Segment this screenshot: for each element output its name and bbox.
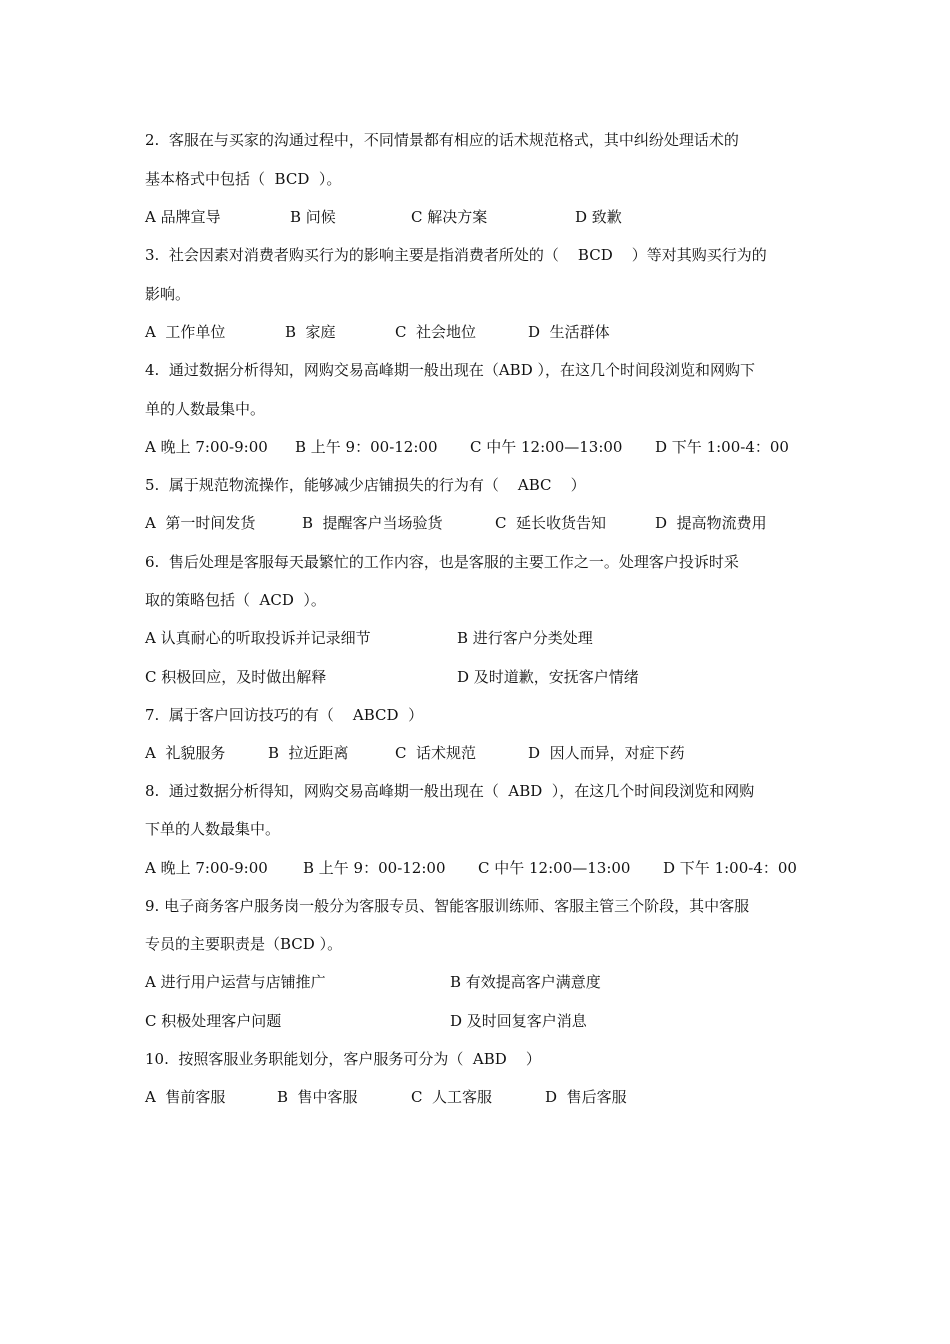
question-5-option-c: C 延长收货告知 (495, 514, 607, 532)
question-9-option-b: B 有效提高客户满意度 (450, 973, 601, 991)
question-6-line-2: 取的策略包括（ ACD ）。 (145, 591, 326, 609)
question-6-option-a: A 认真耐心的听取投诉并记录细节 (145, 629, 371, 647)
question-5-options (145, 510, 825, 536)
question-9-option-d: D 及时回复客户消息 (450, 1012, 587, 1030)
question-2-option-d: D 致歉 (575, 208, 622, 226)
question-9-options-row-1 (145, 969, 825, 995)
question-9-line-2: 专员的主要职责是（BCD ）。 (145, 935, 343, 953)
question-10-options (145, 1084, 825, 1110)
question-3-option-d: D 生活群体 (528, 323, 610, 341)
question-4-option-d: D 下午 1:00-4：00 (655, 438, 789, 456)
question-6-options-row-1 (145, 625, 825, 651)
question-3-option-c: C 社会地位 (395, 323, 477, 341)
question-7-option-d: D 因人而异，对症下药 (528, 744, 685, 762)
question-6-options-row-2 (145, 664, 825, 690)
question-2-option-c: C 解决方案 (411, 208, 488, 226)
question-9-option-c: C 积极处理客户问题 (145, 1012, 282, 1030)
question-9-option-a: A 进行用户运营与店铺推广 (145, 973, 326, 991)
question-10-option-d: D 售后客服 (545, 1088, 627, 1106)
question-10-option-c: C 人工客服 (411, 1088, 493, 1106)
question-8-option-a: A 晚上 7:00-9:00 (145, 859, 268, 877)
question-3-line-1: 3. 社会因素对消费者购买行为的影响主要是指消费者所处的（ BCD ）等对其购买行为的 (145, 246, 767, 264)
question-7-option-c: C 话术规范 (395, 744, 477, 762)
question-7-line-1: 7. 属于客户回访技巧的有（ ABCD ） (145, 706, 424, 724)
question-7-option-b: B 拉近距离 (268, 744, 349, 762)
question-2-line-1: 2. 客服在与买家的沟通过程中，不同情景都有相应的话术规范格式，其中纠纷处理话术的 (145, 131, 739, 149)
question-6-option-d: D 及时道歉，安抚客户情绪 (457, 668, 639, 686)
question-8-option-b: B 上午 9：00-12:00 (303, 859, 446, 877)
question-10-option-a: A 售前客服 (145, 1088, 226, 1106)
question-2-options (145, 204, 825, 230)
question-10-option-b: B 售中客服 (277, 1088, 358, 1106)
question-8-option-c: C 中午 12:00—13:00 (478, 859, 631, 877)
question-4-options (145, 434, 825, 460)
question-4-line-1: 4. 通过数据分析得知，网购交易高峰期一般出现在（ABD ），在这几个时间段浏览和网购下 (145, 361, 756, 379)
question-2-option-a: A 品牌宣导 (145, 208, 221, 226)
question-4-line-2: 单的人数最集中。 (145, 400, 266, 418)
question-8-line-1: 8. 通过数据分析得知，网购交易高峰期一般出现在（ ABD ），在这几个时间段浏览和网购 (145, 782, 755, 800)
question-3-options (145, 319, 825, 345)
question-4-option-a: A 晚上 7:00-9:00 (145, 438, 268, 456)
question-5-line-1: 5. 属于规范物流操作，能够减少店铺损失的行为有（ ABC ） (145, 476, 586, 494)
question-7-option-a: A 礼貌服务 (145, 744, 226, 762)
question-6-option-b: B 进行客户分类处理 (457, 629, 593, 647)
question-3-option-a: A 工作单位 (145, 323, 226, 341)
question-9-line-1: 9. 电子商务客户服务岗一般分为客服专员、智能客服训练师、客服主管三个阶段，其中客服 (145, 897, 750, 915)
question-5-option-a: A 第一时间发货 (145, 514, 256, 532)
question-8-option-d: D 下午 1:00-4：00 (663, 859, 797, 877)
question-9-options-row-2 (145, 1008, 825, 1034)
question-6-option-c: C 积极回应，及时做出解释 (145, 668, 327, 686)
question-2-line-2: 基本格式中包括（ BCD ）。 (145, 170, 342, 188)
question-8-line-2: 下单的人数最集中。 (145, 820, 281, 838)
question-5-option-b: B 提醒客户当场验货 (302, 514, 443, 532)
question-2-option-b: B 问候 (290, 208, 336, 226)
question-4-option-b: B 上午 9：00-12:00 (295, 438, 438, 456)
question-7-options (145, 740, 825, 766)
question-5-option-d: D 提高物流费用 (655, 514, 767, 532)
question-4-option-c: C 中午 12:00—13:00 (470, 438, 623, 456)
question-8-options (145, 855, 825, 881)
question-10-line-1: 10. 按照客服业务职能划分，客户服务可分为（ ABD ） (145, 1050, 541, 1068)
question-3-option-b: B 家庭 (285, 323, 336, 341)
question-6-line-1: 6. 售后处理是客服每天最繁忙的工作内容，也是客服的主要工作之一。处理客户投诉时采 (145, 553, 739, 571)
question-3-line-2: 影响。 (145, 285, 191, 303)
